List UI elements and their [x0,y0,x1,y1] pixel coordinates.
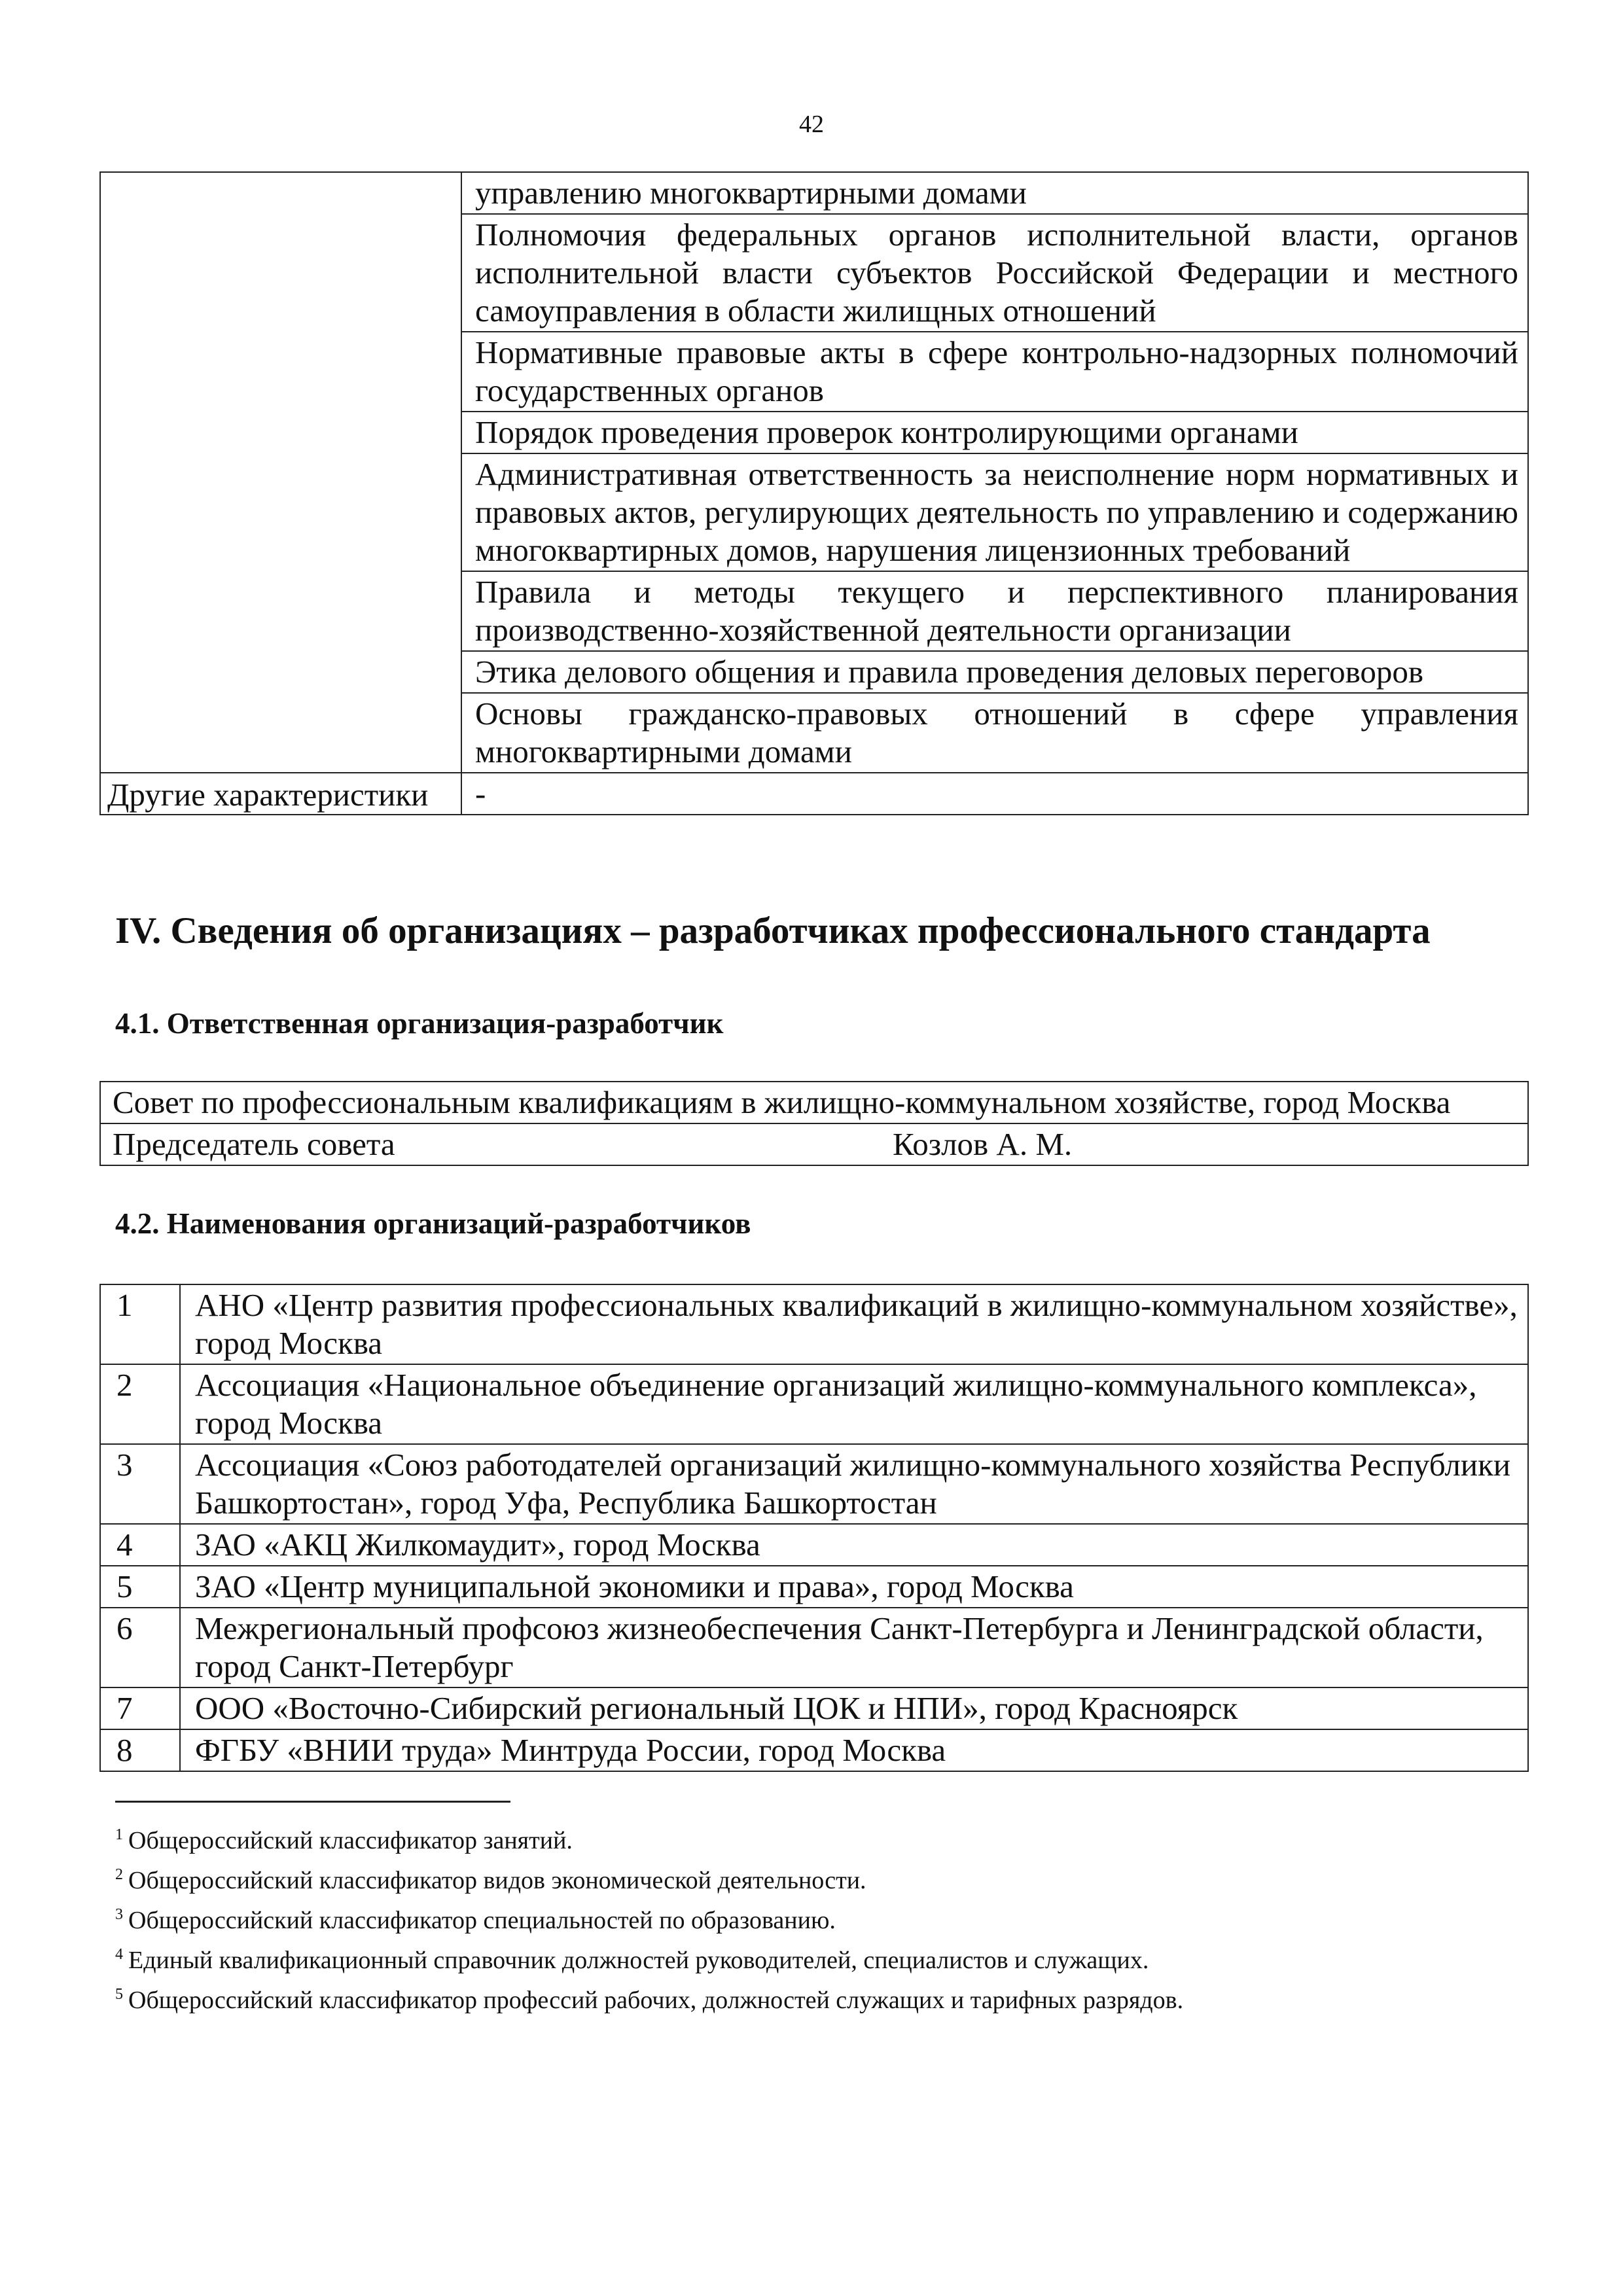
footnote [115,1898,1183,1937]
table-cell: Правила и методы текущего и перспективного планирования производственно-хозяйственной деятельности организации [461,571,1528,651]
footnote-text: Единый квалификационный справочник должностей руководителей, специалистов и служащих. [128,1947,1149,1974]
table-cell: Нормативные правовые акты в сфере контрольно-надзорных полномочий государственных органов [461,332,1528,412]
table-cell: управлению многоквартирными домами [461,172,1528,214]
developer-name: АНО «Центр развития профессиональных квалификаций в жилищно-коммунальном хозяйстве», город Москва [180,1284,1528,1364]
footnote-mark: 5 [115,1986,123,2003]
other-characteristics-value: - [461,773,1528,815]
table-cell: Порядок проведения проверок контролирующими органами [461,412,1528,453]
table-cell-empty [100,172,461,773]
table-row [100,1608,1528,1687]
developer-name: ФГБУ «ВНИИ труда» Минтруда России, город Москва [180,1729,1528,1771]
table-cell: Этика делового общения и правила проведения деловых переговоров [461,651,1528,693]
footnote-mark: 4 [115,1946,123,1963]
footnote-text: Общероссийский классификатор занятий. [128,1827,573,1854]
knowledge-table [99,171,1529,815]
row-number: 2 [100,1364,180,1444]
other-characteristics-label: Другие характеристики [100,773,461,815]
developer-name: Межрегиональный профсоюз жизнеобеспечения Санкт-Петербурга и Ленинградской области, город Санкт-Петербург [180,1608,1528,1687]
subsection-heading-4-1: 4.1. Ответственная организация-разработчик [115,1007,724,1040]
table-row [100,1123,1528,1165]
table-row [100,1729,1528,1771]
responsible-org-name: Совет по профессиональным квалификациям в жилищно-коммунальном хозяйстве, город Москва [100,1082,1528,1123]
developer-name: Ассоциация «Национальное объединение организаций жилищно-коммунального комплекса», город Москва [180,1364,1528,1444]
subsection-heading-4-2: 4.2. Наименования организаций-разработчиков [115,1207,751,1240]
chair-cell [100,1123,1528,1165]
table-row [100,773,1528,815]
responsible-org-table [99,1081,1529,1166]
table-cell: Административная ответственность за неисполнение норм нормативных и правовых актов, регулирующих деятельность по управлению и содержанию многоквартирных домов, нарушения лицензионных требований [461,453,1528,571]
row-number: 8 [100,1729,180,1771]
footnote-text: Общероссийский классификатор профессий рабочих, должностей служащих и тарифных разрядов. [128,1987,1184,2014]
footnote [115,1977,1183,2017]
footnote-divider [115,1801,510,1803]
table-row [100,172,1528,214]
table-row [100,1566,1528,1608]
footnote-text: Общероссийский классификатор специальностей по образованию. [128,1907,836,1934]
section-heading: IV. Сведения об организациях – разработчиках профессионального стандарта [115,910,1431,951]
table-row [100,1524,1528,1566]
table-row [100,1687,1528,1729]
row-number: 6 [100,1608,180,1687]
footnote-mark: 2 [115,1866,123,1883]
footnote [115,1858,1183,1898]
developer-name: ООО «Восточно-Сибирский региональный ЦОК и НПИ», город Красноярск [180,1687,1528,1729]
footnote-text: Общероссийский классификатор видов экономической деятельности. [128,1867,866,1894]
developer-name: ЗАО «АКЦ Жилкомаудит», город Москва [180,1524,1528,1566]
row-number: 1 [100,1284,180,1364]
table-row [100,1284,1528,1364]
footnote [115,1818,1183,1858]
table-row [100,1364,1528,1444]
developer-name: Ассоциация «Союз работодателей организаций жилищно-коммунального хозяйства Республики Башкортостан», город Уфа, Республика Башкортостан [180,1444,1528,1524]
footnotes [115,1818,1183,2017]
table-row [100,1082,1528,1123]
row-number: 3 [100,1444,180,1524]
developers-table [99,1284,1529,1772]
table-cell: Основы гражданско-правовых отношений в сфере управления многоквартирными домами [461,693,1528,773]
row-number: 7 [100,1687,180,1729]
row-number: 5 [100,1566,180,1608]
table-row [100,1444,1528,1524]
footnote-mark: 1 [115,1826,123,1843]
row-number: 4 [100,1524,180,1566]
footnote-mark: 3 [115,1906,123,1923]
table-cell: Полномочия федеральных органов исполнительной власти, органов исполнительной власти субъектов Российской Федерации и местного самоуправления в области жилищных отношений [461,214,1528,332]
chair-name: Козлов А. М. [893,1126,1073,1162]
page-number: 42 [799,111,824,138]
footnote [115,1937,1183,1977]
chair-role: Председатель совета [113,1126,395,1162]
developer-name: ЗАО «Центр муниципальной экономики и права», город Москва [180,1566,1528,1608]
